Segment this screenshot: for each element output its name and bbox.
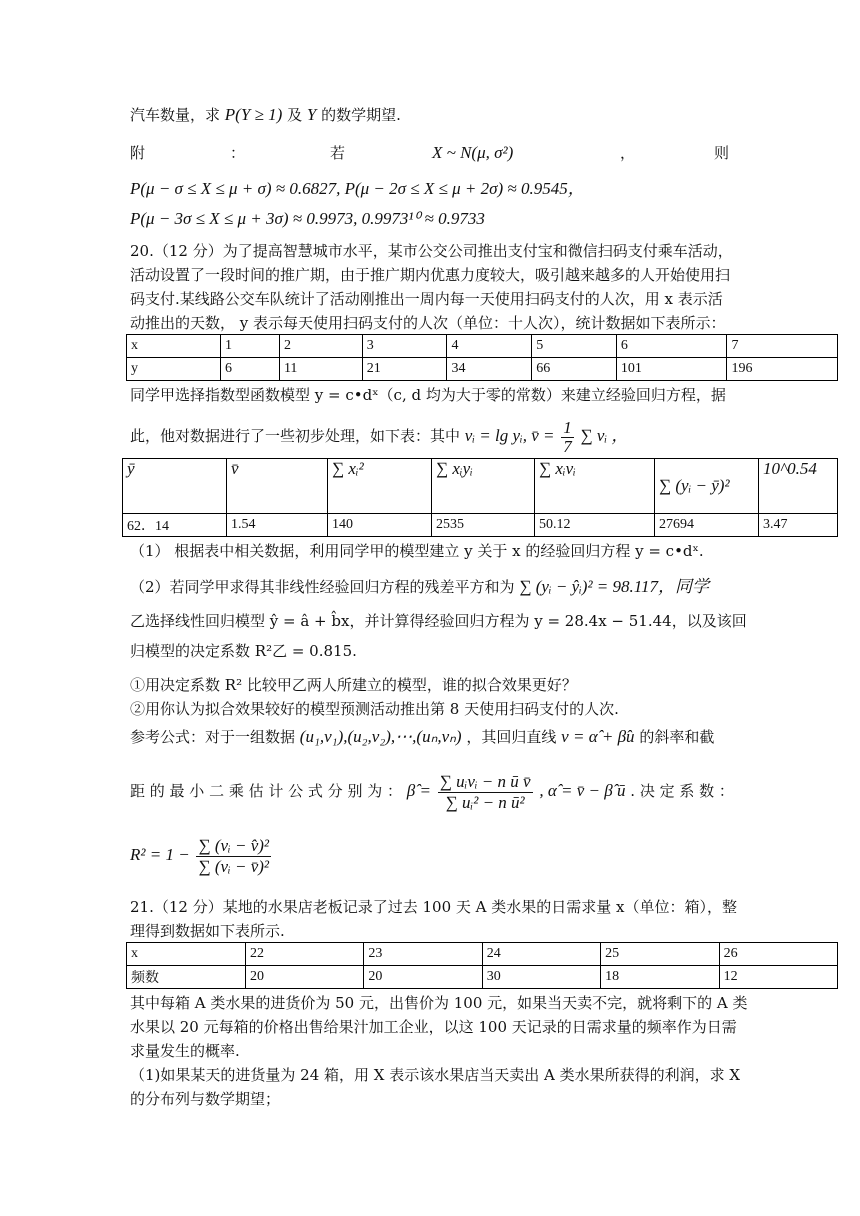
table-cell: 4 (447, 335, 532, 358)
normal-distribution: X ~ N(μ, σ²) (432, 143, 514, 162)
prob-expression: P(Y ≥ 1) (224, 105, 283, 124)
r-squared-fraction (196, 836, 271, 877)
table-cell: 21 (362, 358, 447, 381)
table-cell: 3.47 (759, 514, 838, 537)
q21-line-5: 求量发生的概率. (130, 1042, 240, 1060)
r-squared-line (130, 830, 273, 880)
table-header-cell: 10^0.54 (759, 459, 838, 514)
q20-sub-2: ②用你认为拟合效果较好的模型预测活动推出第 8 天使用扫码支付的人次. (130, 700, 619, 718)
q20-line-3: 码支付.某线路公交车队统计了活动刚推出一周内每一天使用扫码支付的人次，用 x 表示活 (130, 290, 723, 308)
intro-tail: 汽车数量，求 (130, 106, 221, 124)
table-row (127, 335, 838, 358)
intro-line (130, 104, 401, 126)
table-cell: 3 (362, 335, 447, 358)
appendix-colon: ： (230, 144, 246, 162)
table-cell: 66 (532, 358, 617, 381)
if-label: 若 (330, 144, 346, 162)
table-cell: 5 (532, 335, 617, 358)
table-cell: 6 (221, 358, 280, 381)
then-label: 则 (714, 144, 730, 162)
q20-data-table (126, 334, 838, 381)
table-cell: 2 (279, 335, 362, 358)
beta-fraction (438, 772, 533, 813)
q21-line-4: 水果以 20 元每箱的价格出售给果汁加工企业，以这 100 天记录的日需求量的频率作为日需 (130, 1018, 737, 1036)
intro-tail2: 及 (287, 106, 303, 124)
beta-lhs: β̂ = (406, 781, 431, 800)
q21-line-2: 理得到数据如下表所示. (130, 922, 285, 940)
table-cell: 20 (364, 966, 482, 989)
reference-line-1 (130, 726, 714, 748)
reference-text: 距 的 最 小 二 乘 估 计 公 式 分 别 为 ： (130, 782, 402, 800)
r-squared-numerator: ∑ (vᵢ − v̂)² (198, 835, 270, 855)
table-row (123, 459, 838, 514)
table-cell: 101 (616, 358, 727, 381)
fraction-denominator: 7 (563, 436, 572, 456)
table-header-cell: ∑ xᵢ² (328, 459, 432, 514)
table-cell: 26 (719, 943, 837, 966)
q21-part-1-line-2: 的分布列与数学期望； (130, 1090, 281, 1108)
reference-text: . 决 定 系 数 ： (630, 782, 734, 800)
q20-line-2: 活动设置了一段时间的推广期，由于推广期内优惠力度较大，吸引越来越多的人开始使用扫 (130, 266, 731, 284)
data-pairs: (u₁,v₁),(u₂,v₂),⋯,(uₙ,vₙ) (299, 727, 462, 746)
q20-part-2-line-3: 归模型的决定系数 R²乙 = 0.815. (130, 642, 357, 660)
q20-line-6-text: 此，他对数据进行了一些初步处理，如下表：其中 (130, 427, 461, 445)
table-header-cell: ∑ xᵢvᵢ (535, 459, 655, 514)
table-cell: 12 (719, 966, 837, 989)
q20-sub-1: ①用决定系数 R² 比较甲乙两人所建立的模型，谁的拟合效果更好？ (130, 676, 577, 694)
table-cell: x (127, 943, 246, 966)
v-definition: vᵢ = lg yᵢ, v̄ = (464, 426, 555, 445)
beta-denominator: ∑ uᵢ² − n ū² (445, 792, 525, 812)
reference-line-2 (130, 766, 734, 816)
q21-line-1: 21.（12 分）某地的水果店老板记录了过去 100 天 A 类水果的日需求量 x（单位：箱），整 (130, 898, 737, 916)
formula-line-1: P(μ − σ ≤ X ≤ μ + σ) ≈ 0.6827, P(μ − 2σ ≤ X ≤ μ + 2σ) ≈ 0.9545， (130, 179, 585, 198)
residual-sum: ∑ (yᵢ − ŷᵢ)² = 98.117，同学 (519, 577, 710, 596)
table-cell: 196 (727, 358, 838, 381)
table-cell: 1.54 (227, 514, 328, 537)
q20-summary-table (122, 458, 838, 537)
reference-text: 参考公式：对于一组数据 (130, 728, 296, 746)
table-cell: 140 (328, 514, 432, 537)
v-sum: ∑ vᵢ ， (580, 426, 629, 445)
table-cell: y (127, 358, 221, 381)
q20-line-4: 动推出的天数， y 表示每天使用扫码支付的人次（单位：十人次），统计数据如下表所示： (130, 314, 726, 332)
q20-part-1: （1） 根据表中相关数据，利用同学甲的模型建立 y 关于 x 的经验回归方程 y = c•dˣ. (130, 542, 704, 560)
table-row (127, 966, 838, 989)
q20-part-2-line-2: 乙选择线性回归模型 ŷ = â + b̂x，并计算得经验回归方程为 y = 28.4x − 51.44，以及该回 (130, 612, 747, 630)
r-squared-lhs: R² = 1 − (130, 845, 190, 864)
table-header-cell: v̄ (227, 459, 328, 514)
table-row (127, 943, 838, 966)
alpha-formula: , α̂ = v̄ − β̂ ū (539, 781, 626, 800)
fraction-numerator: 1 (563, 417, 572, 437)
table-header-cell: ∑ (yᵢ − ȳ)² (655, 459, 759, 514)
beta-numerator: ∑ uᵢvᵢ − n ū v̄ (439, 771, 531, 791)
q21-line-3: 其中每箱 A 类水果的进货价为 50 元，出售价为 100 元，如果当天卖不完，就将剩下的 A 类 (130, 994, 748, 1012)
table-cell: 30 (482, 966, 600, 989)
q20-part-2-line-1 (130, 576, 709, 598)
table-cell: 1 (221, 335, 280, 358)
appendix-label: 附 (130, 144, 146, 162)
intro-tail3: 的数学期望. (321, 106, 401, 124)
table-row (127, 358, 838, 381)
table-cell: 62．14 (123, 514, 227, 537)
part2-text: （2）若同学甲求得其非线性经验回归方程的残差平方和为 (130, 578, 515, 596)
reference-text: 的斜率和截 (639, 728, 715, 746)
table-cell: 2535 (432, 514, 535, 537)
table-cell: 34 (447, 358, 532, 381)
table-header-cell: ∑ xᵢyᵢ (432, 459, 535, 514)
formula-line-2: P(μ − 3σ ≤ X ≤ μ + 3σ) ≈ 0.9973, 0.9973¹⁰ ≈ 0.9733 (130, 209, 485, 228)
table-cell: 24 (482, 943, 600, 966)
reference-text: ，其回归直线 (466, 728, 557, 746)
table-cell: x (127, 335, 221, 358)
q21-frequency-table (126, 942, 838, 989)
table-cell: 7 (727, 335, 838, 358)
y-variable: Y (306, 105, 317, 124)
one-seventh-fraction (561, 419, 574, 456)
table-cell: 6 (616, 335, 727, 358)
table-cell: 23 (364, 943, 482, 966)
table-cell: 18 (601, 966, 719, 989)
table-cell: 27694 (655, 514, 759, 537)
q20-line-1: 20.（12 分）为了提高智慧城市水平，某市公交公司推出支付宝和微信扫码支付乘车活动， (130, 242, 733, 260)
table-cell: 11 (279, 358, 362, 381)
r-squared-denominator: ∑ (vᵢ − v̄)² (198, 856, 270, 876)
table-cell: 频数 (127, 966, 246, 989)
table-row (123, 514, 838, 537)
table-cell: 22 (246, 943, 364, 966)
table-cell: 20 (246, 966, 364, 989)
q21-part-1-line-1: （1)如果某天的进货量为 24 箱，用 X 表示该水果店当天卖出 A 类水果所获得的利润，求 X (130, 1066, 741, 1084)
table-cell: 50.12 (535, 514, 655, 537)
table-header-cell: ȳ (123, 459, 227, 514)
q20-line-5: 同学甲选择指数型函数模型 y = c•dˣ（c, d 均为大于零的常数）来建立经验回归方程，据 (130, 386, 726, 404)
q20-line-6 (130, 416, 628, 456)
regression-line: v = α̂ + β̂u (561, 727, 635, 746)
table-cell: 25 (601, 943, 719, 966)
appendix-comma: ， (620, 144, 636, 162)
